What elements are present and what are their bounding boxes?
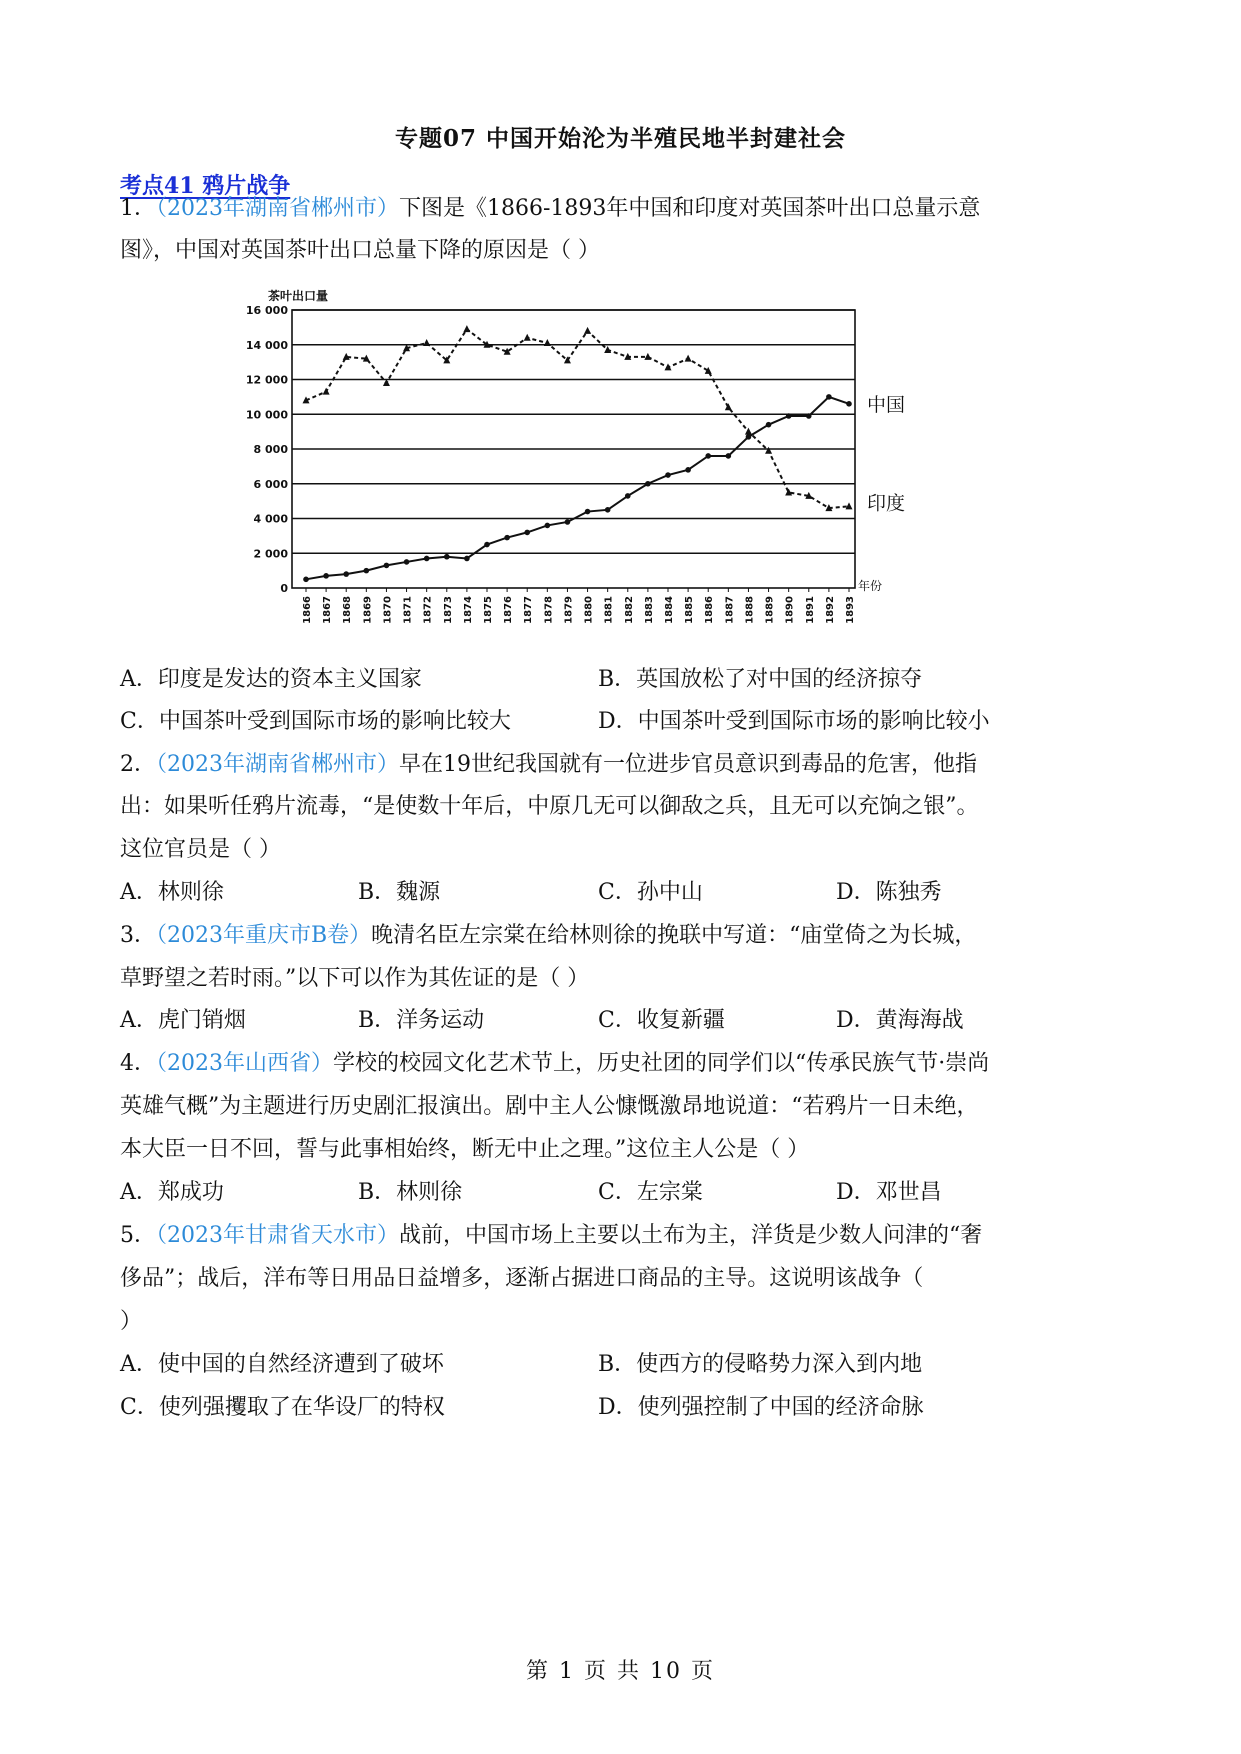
question-3-line-1 [120,921,976,951]
x-tick-label: 1883 [643,596,655,624]
y-tick-label: 16 000 [245,304,288,317]
option-2b[interactable]: B．魏源 [358,880,441,905]
y-tick-label: 6 000 [253,477,288,491]
question-source: （2023年湖南省郴州市） [156,752,399,777]
option-1a[interactable]: A．印度是发达的资本主义国家 [120,667,422,692]
data-point-dot [746,434,752,440]
x-tick-label: 1866 [302,596,313,624]
option-3c[interactable]: C．收复新疆 [598,1008,725,1033]
x-tick-label: 1881 [603,596,615,624]
question-text: 早在19世纪我国就有一位进步官员意识到毒品的危害，他指 [399,752,977,777]
option-5b[interactable]: B．使西方的侵略势力深入到内地 [598,1352,923,1377]
option-1c[interactable]: C．中国茶叶受到国际市场的影响比较大 [120,709,511,734]
x-tick-label: 1867 [322,596,334,624]
option-5a[interactable]: A．使中国的自然经济遭到了破坏 [120,1352,444,1377]
option-3a[interactable]: A．虎门销烟 [120,1008,246,1033]
y-tick-label: 10 000 [245,408,288,422]
question-1-line-2: 图》，中国对英国茶叶出口总量下降的原因是（ ） [120,238,600,263]
y-tick-label: 8 000 [253,443,288,456]
data-point-dot [545,523,551,529]
option-4d[interactable]: D．邓世昌 [836,1180,942,1205]
x-tick-label: 1872 [422,596,434,624]
series-line-1 [306,329,849,508]
data-point-dot [766,422,772,428]
x-tick-label: 1886 [704,596,716,624]
data-point-triangle [463,325,470,332]
data-point-dot [384,563,390,569]
data-point-dot [424,556,430,562]
question-2-line-3: 这位官员是（ ） [120,837,281,862]
question-source: （2023年甘肃省天水市） [156,1223,399,1248]
question-number: 3． [120,923,156,948]
x-tick-label: 1887 [724,596,736,624]
x-tick-label: 1869 [362,596,374,624]
x-tick-label: 1891 [804,596,816,624]
data-point-dot [826,394,832,400]
question-4-line-1 [120,1049,989,1079]
question-source: （2023年山西省） [156,1051,333,1076]
page-title: 专题07 中国开始沦为半殖民地半封建社会 [394,125,846,152]
data-point-dot [364,568,370,574]
x-tick-label: 1875 [483,596,494,624]
option-4b[interactable]: B．林则徐 [358,1180,463,1205]
question-source: （2023年湖南省郴州市） [156,196,399,221]
data-point-triangle [423,339,430,346]
data-point-triangle [584,327,591,334]
question-5-line-3: ） [120,1309,143,1334]
x-tick-label: 1878 [543,596,555,624]
question-source: （2023年重庆市B卷） [156,923,372,948]
x-tick-label: 1893 [845,596,856,624]
data-point-dot [726,453,732,459]
series-label: 印度 [867,492,906,515]
option-5d[interactable]: D．使列强控制了中国的经济命脉 [598,1395,924,1420]
question-text: 下图是《1866-1893年中国和印度对英国茶叶出口总量示意 [399,196,981,221]
x-tick-label: 1882 [623,596,635,624]
data-point-dot [705,453,711,459]
data-point-triangle [685,355,692,362]
data-point-dot [605,507,611,513]
x-tick-label: 1889 [764,596,776,624]
x-tick-label: 1890 [784,596,796,624]
data-point-triangle [524,334,531,341]
y-tick-label: 0 [280,582,288,595]
y-axis-label: 茶叶出口量 [268,289,329,303]
data-point-dot [524,530,530,536]
section-heading[interactable]: 考点41 鸦片战争 [120,173,291,199]
x-tick-label: 1885 [684,596,696,624]
x-tick-label: 1876 [503,596,515,624]
x-tick-label: 1888 [744,596,756,624]
question-5-line-2: 侈品”；战后，洋布等日用品日益增多，逐渐占据进口商品的主导。这说明该战争（ [120,1266,924,1291]
question-text: 学校的校园文化艺术节上，历史社团的同学们以“传承民族气节·崇尚 [333,1051,990,1076]
y-tick-label: 12 000 [245,373,288,387]
data-point-dot [404,559,410,565]
option-2c[interactable]: C．孙中山 [598,880,703,905]
question-5-line-1 [120,1221,982,1251]
data-point-dot [806,413,812,419]
data-point-triangle [323,388,330,395]
data-point-dot [565,519,571,525]
question-4-line-2: 英雄气概”为主题进行历史剧汇报演出。剧中主人公慷慨激昂地说道：“若鸦片一日未绝， [120,1094,979,1119]
page-footer: 第 1 页 共 10 页 [526,1659,715,1684]
y-tick-label: 14 000 [245,338,288,352]
x-tick-label: 1879 [563,596,575,624]
question-text: 战前，中国市场上主要以土布为主，洋货是少数人问津的“奢 [399,1223,983,1248]
x-tick-label: 1892 [824,596,836,624]
option-3d[interactable]: D．黄海海战 [836,1008,964,1033]
data-point-dot [685,467,691,473]
option-2a[interactable]: A．林则徐 [120,880,224,905]
y-tick-label: 4 000 [253,512,288,526]
data-point-dot [786,413,792,419]
option-2d[interactable]: D．陈独秀 [836,880,942,905]
data-point-dot [444,554,450,560]
x-tick-label: 1871 [402,596,414,624]
data-point-triangle [644,353,651,360]
data-point-dot [645,481,651,487]
option-1d[interactable]: D．中国茶叶受到国际市场的影响比较小 [598,709,990,734]
y-tick-label: 2 000 [253,547,288,561]
data-point-dot [323,573,329,579]
data-point-dot [504,535,510,541]
data-point-dot [343,571,349,577]
question-3-line-2: 草野望之若时雨。”以下可以作为其佐证的是（ ） [120,966,590,991]
series-label: 中国 [867,393,906,416]
question-number: 4． [120,1051,156,1076]
question-number: 2． [120,752,156,777]
data-point-dot [484,542,490,548]
option-4a[interactable]: A．郑成功 [120,1180,224,1205]
question-number: 5． [120,1223,156,1248]
data-point-triangle [544,339,551,346]
x-tick-label: 1880 [583,596,595,624]
x-tick-label: 1868 [342,596,354,624]
question-text: 晚清名臣左宗棠在给林则徐的挽联中写道：“庙堂倚之为长城， [371,923,977,948]
question-2-line-1 [120,750,977,780]
x-tick-label: 1884 [664,596,675,624]
option-5c[interactable]: C．使列强攫取了在华设厂的特权 [120,1395,445,1420]
data-point-dot [625,493,631,499]
question-number: 1． [120,196,156,221]
data-point-dot [464,556,470,562]
x-tick-label: 1873 [442,596,454,624]
question-4-line-3: 本大臣一日不回，誓与此事相始终，断无中止之理。”这位主人公是（ ） [120,1137,810,1162]
x-axis-label: 年份 [858,579,883,593]
tea-export-chart [240,285,1010,710]
option-1b[interactable]: B．英国放松了对中国的经济掠夺 [598,667,923,692]
data-point-triangle [745,428,752,435]
data-point-dot [846,401,852,407]
data-point-triangle [765,447,772,454]
data-point-triangle [665,363,672,370]
x-tick-label: 1870 [382,596,394,624]
data-point-dot [303,577,309,583]
question-2-line-2: 出：如果听任鸦片流毒，“是使数十年后，中原几无可以御敌之兵，且无可以充饷之银”。 [120,794,979,819]
option-3b[interactable]: B．洋务运动 [358,1008,485,1033]
question-1-line-1 [120,194,980,224]
data-point-dot [585,509,591,515]
option-4c[interactable]: C．左宗棠 [598,1180,703,1205]
data-point-dot [665,472,671,478]
x-tick-label: 1877 [523,596,535,624]
x-tick-label: 1874 [462,596,474,624]
